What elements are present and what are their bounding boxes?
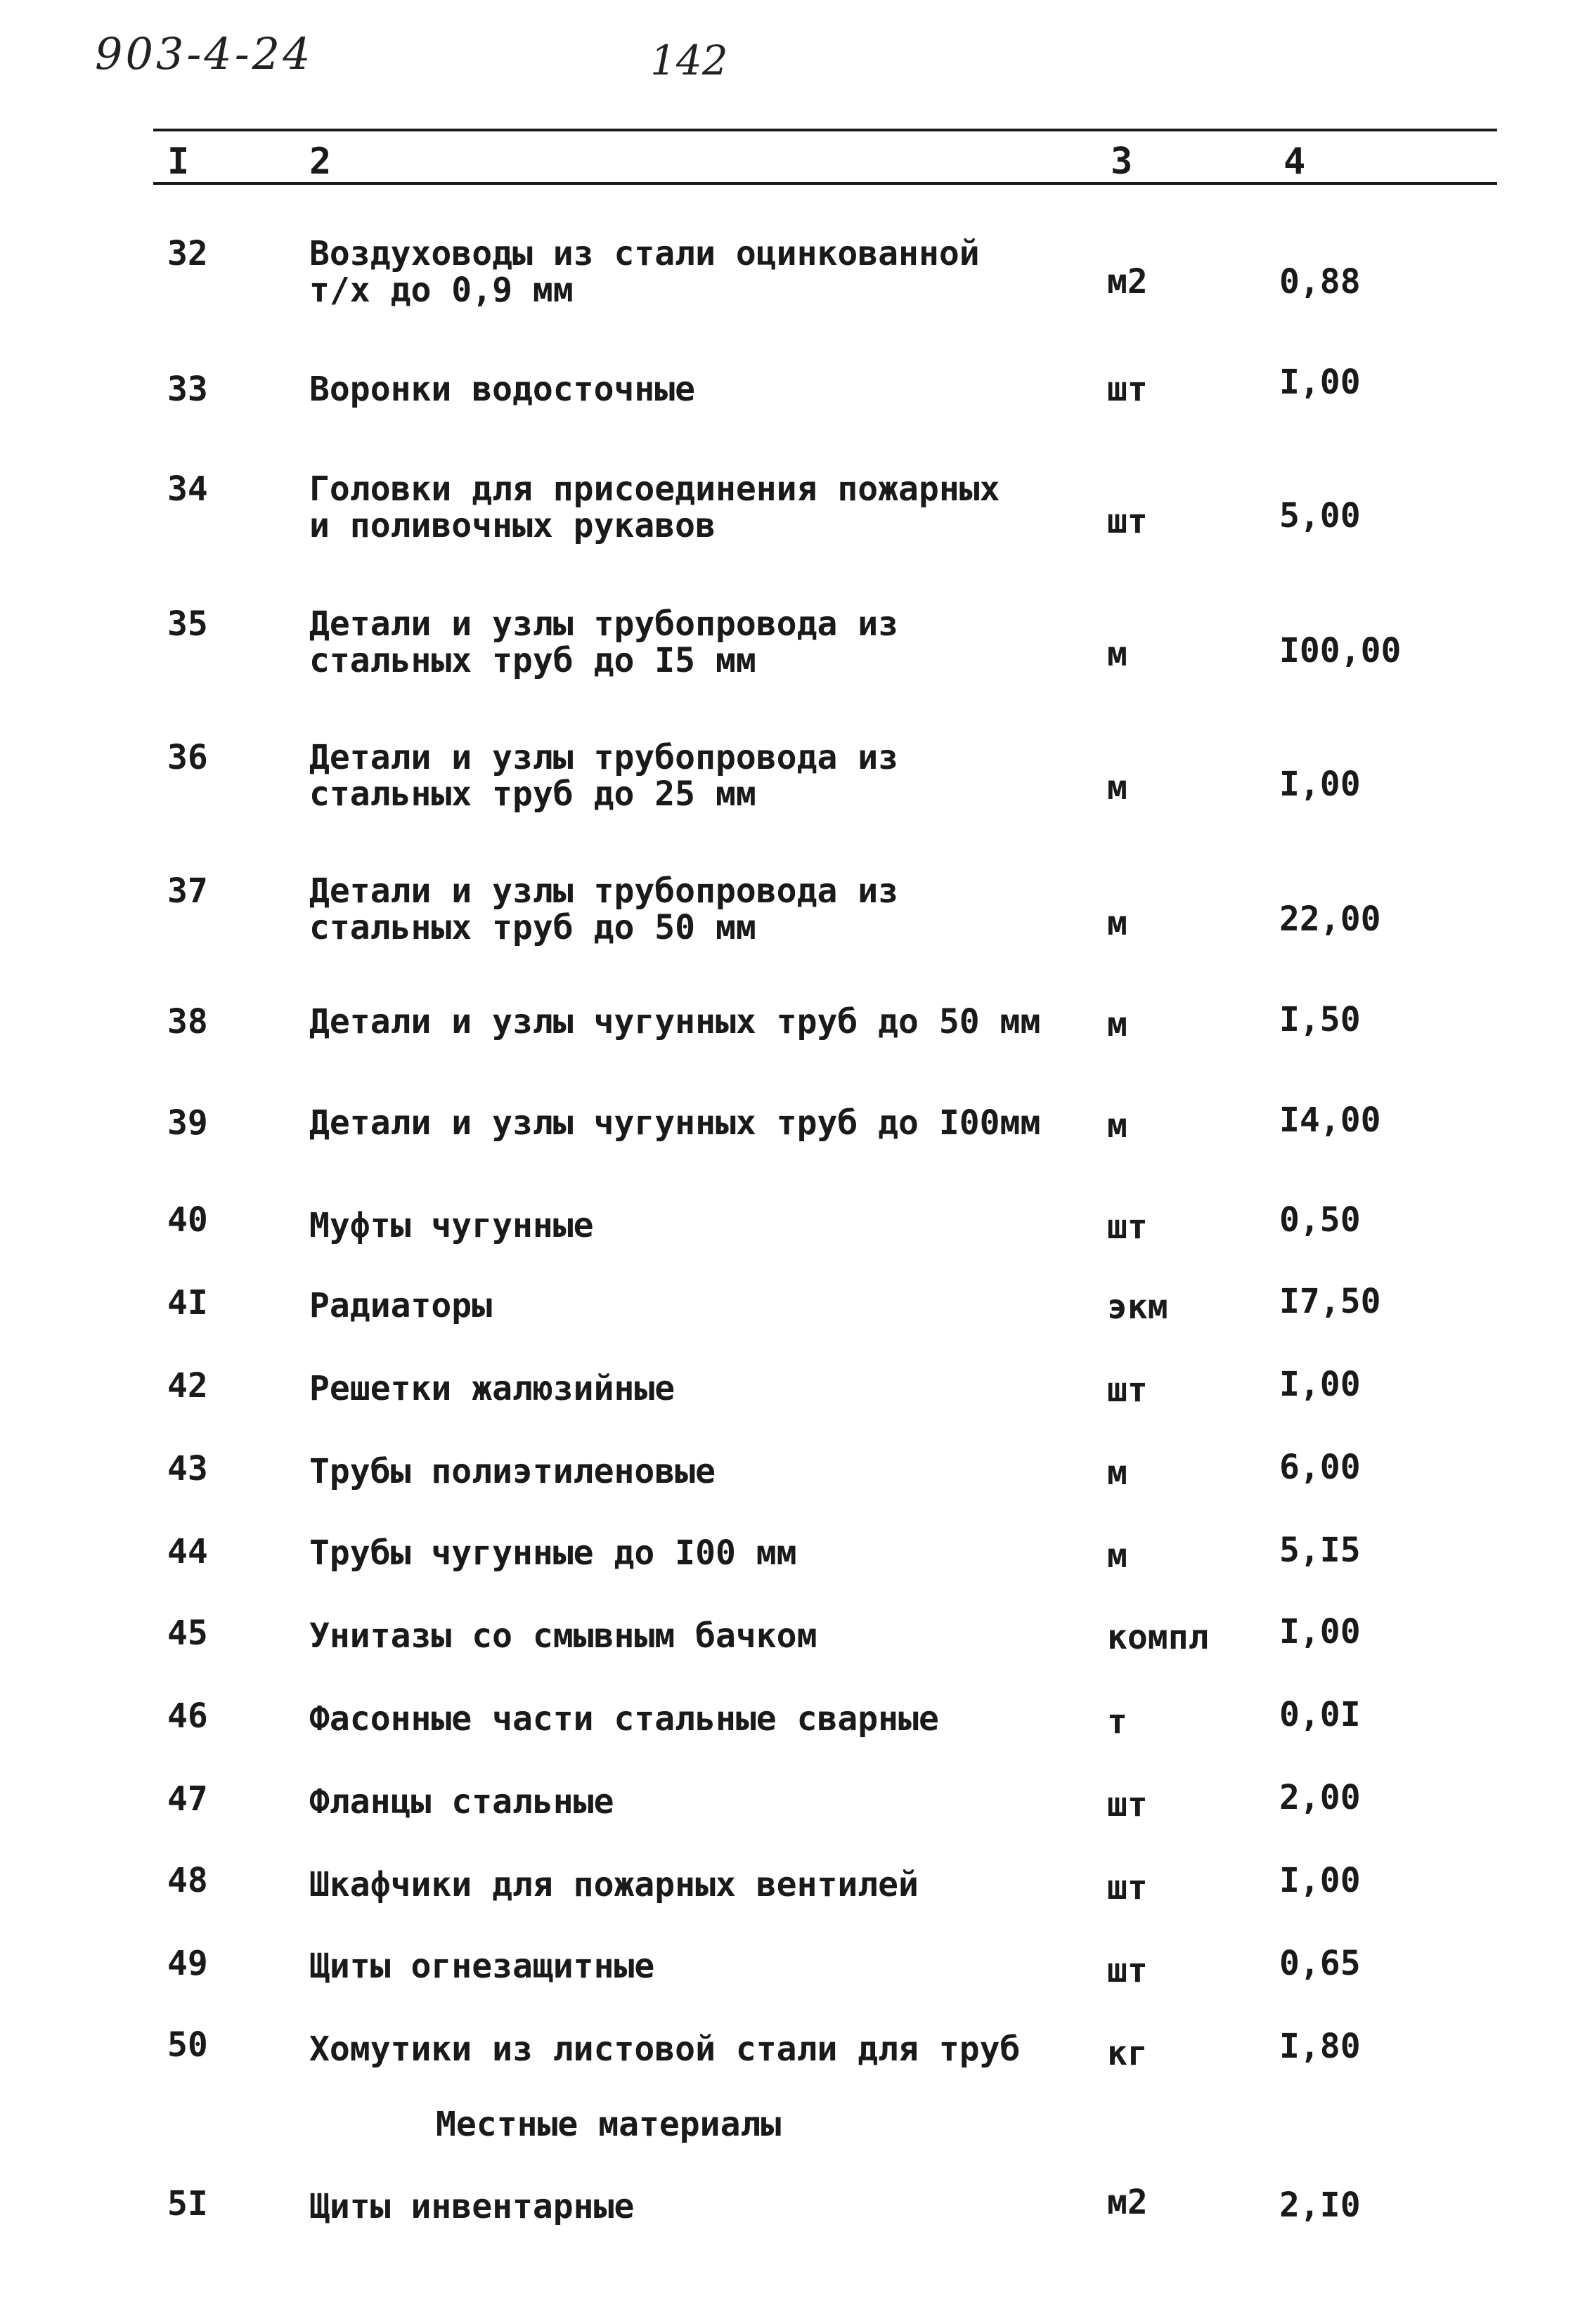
- row-number: 36: [167, 738, 208, 777]
- row-unit: экм: [1107, 1287, 1168, 1327]
- column-header-1: I: [167, 141, 190, 183]
- row-name: Щиты инвентарные: [309, 2187, 635, 2226]
- row-name: Щиты огнезащитные: [309, 1947, 655, 1986]
- row-number: 42: [167, 1366, 208, 1406]
- row-name: Детали и узлы трубопровода из стальных труб до 25 мм: [309, 738, 899, 814]
- row-quantity: I,00: [1279, 363, 1361, 402]
- row-name: Муфты чугунные: [309, 1206, 594, 1245]
- row-unit: м: [1107, 1106, 1127, 1145]
- row-name: Радиаторы: [309, 1286, 493, 1325]
- row-quantity: I,00: [1279, 1365, 1361, 1404]
- row-unit: м2: [1107, 262, 1148, 301]
- row-number: 38: [167, 1002, 208, 1041]
- row-unit: шт: [1107, 1868, 1148, 1907]
- row-number: 47: [167, 1779, 208, 1819]
- row-number: 40: [167, 1200, 208, 1240]
- row-quantity: I,00: [1279, 1612, 1361, 1651]
- row-quantity: 0,0I: [1279, 1695, 1361, 1734]
- row-unit: компл: [1107, 1618, 1209, 1657]
- row-number: 50: [167, 2025, 208, 2065]
- row-number: 32: [167, 234, 208, 273]
- row-name: Детали и узлы чугунных труб до 50 мм: [309, 1002, 1041, 1041]
- row-number: 34: [167, 469, 208, 509]
- document-code: 903-4-24: [95, 28, 313, 79]
- row-name: Фасонные части стальные сварные: [309, 1699, 939, 1739]
- row-unit: м2: [1107, 2183, 1148, 2222]
- row-quantity: I,80: [1279, 2027, 1361, 2066]
- row-unit: шт: [1107, 1207, 1148, 1247]
- row-number: 4I: [167, 1283, 208, 1323]
- row-unit: м: [1107, 904, 1127, 943]
- row-name: Трубы чугунные до I00 мм: [309, 1533, 797, 1573]
- row-quantity: 2,I0: [1279, 2186, 1361, 2225]
- row-number: 35: [167, 604, 208, 644]
- row-unit: м: [1107, 1453, 1127, 1493]
- row-unit: т: [1107, 1702, 1127, 1741]
- row-unit: кг: [1107, 2034, 1148, 2073]
- row-quantity: 5,00: [1279, 496, 1361, 535]
- row-name: Трубы полиэтиленовые: [309, 1452, 716, 1491]
- row-unit: шт: [1107, 1370, 1148, 1410]
- page-number: 142: [650, 37, 728, 84]
- row-quantity: 0,88: [1279, 262, 1361, 301]
- row-unit: м: [1107, 635, 1127, 674]
- row-number: 45: [167, 1614, 208, 1653]
- column-header-4: 4: [1283, 141, 1306, 183]
- row-number: 33: [167, 370, 208, 409]
- row-unit: шт: [1107, 1785, 1148, 1824]
- row-number: 49: [167, 1944, 208, 1983]
- row-name: Детали и узлы чугунных труб до I00мм: [309, 1103, 1041, 1143]
- row-number: 44: [167, 1532, 208, 1571]
- row-number: 46: [167, 1696, 208, 1736]
- row-name: Головки для присоединения пожарных и поливочных рукавов: [309, 469, 1000, 545]
- row-unit: шт: [1107, 502, 1148, 541]
- row-name: Фланцы стальные: [309, 1782, 614, 1822]
- row-quantity: I7,50: [1279, 1282, 1381, 1321]
- row-quantity: 2,00: [1279, 1778, 1361, 1817]
- row-name: Унитазы со смывным бачком: [309, 1616, 817, 1656]
- row-name: Хомутики из листовой стали для труб: [309, 2030, 1021, 2069]
- row-number: 5I: [167, 2184, 208, 2224]
- row-name: Решетки жалюзийные: [309, 1369, 675, 1408]
- row-name: Воронки водосточные: [309, 370, 696, 409]
- row-unit: м: [1107, 1005, 1127, 1044]
- row-quantity: I,50: [1279, 1000, 1361, 1039]
- row-unit: шт: [1107, 1951, 1148, 1990]
- row-number: 43: [167, 1449, 208, 1488]
- row-quantity: 22,00: [1279, 900, 1381, 939]
- row-number: 48: [167, 1861, 208, 1900]
- row-quantity: 6,00: [1279, 1448, 1361, 1487]
- row-quantity: I,00: [1279, 1861, 1361, 1900]
- row-unit: шт: [1107, 370, 1148, 409]
- row-quantity: 5,I5: [1279, 1531, 1361, 1570]
- row-quantity: I4,00: [1279, 1101, 1381, 1140]
- row-quantity: I00,00: [1279, 631, 1402, 670]
- row-number: 39: [167, 1103, 208, 1143]
- row-quantity: 0,50: [1279, 1200, 1361, 1240]
- row-name: Шкафчики для пожарных вентилей: [309, 1865, 919, 1904]
- row-name: Детали и узлы трубопровода из стальных труб до I5 мм: [309, 604, 899, 680]
- row-name: Воздуховоды из стали оцинкованной т/х до 0,9 мм: [309, 234, 980, 310]
- row-quantity: 0,65: [1279, 1944, 1361, 1983]
- section-title: Местные материалы: [436, 2105, 782, 2144]
- column-header-3: 3: [1111, 141, 1133, 183]
- row-name: Детали и узлы трубопровода из стальных труб до 50 мм: [309, 871, 899, 947]
- row-number: 37: [167, 871, 208, 911]
- table-top-rule: [153, 129, 1497, 131]
- row-unit: м: [1107, 768, 1127, 807]
- row-unit: м: [1107, 1536, 1127, 1576]
- column-header-2: 2: [309, 141, 332, 183]
- row-quantity: I,00: [1279, 765, 1361, 804]
